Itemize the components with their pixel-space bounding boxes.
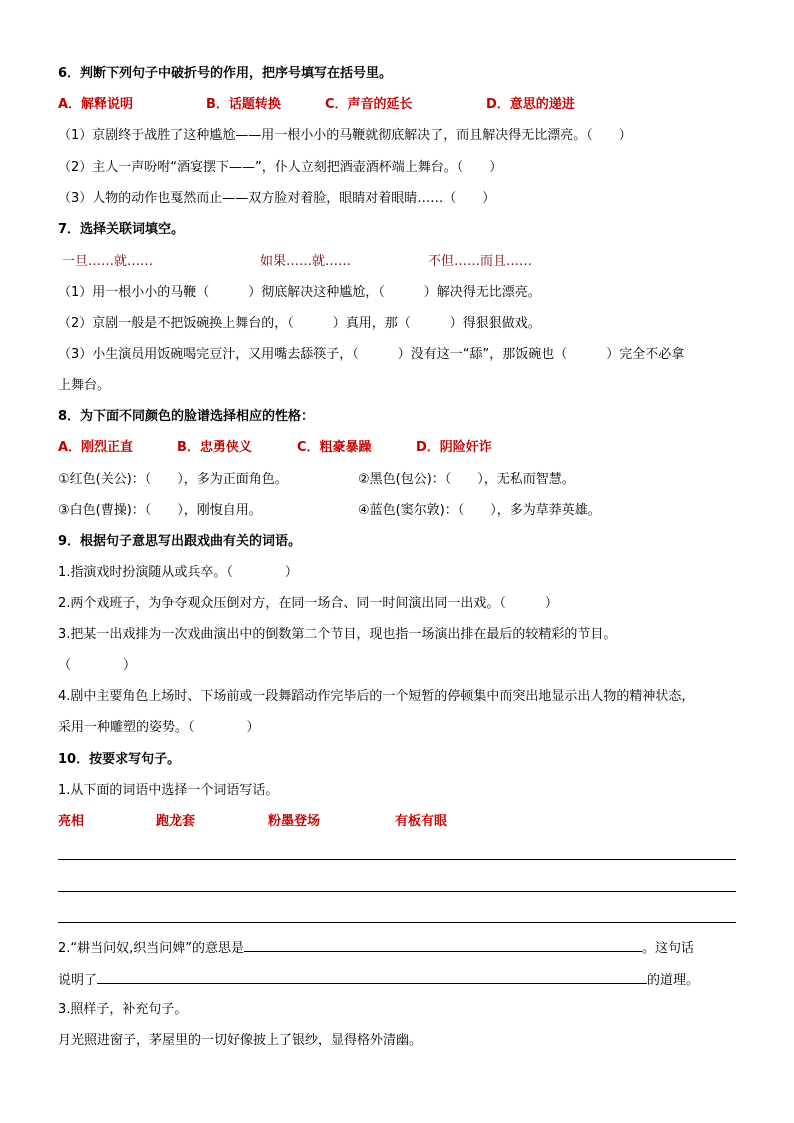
- q8-item-1: ①红色(关公)：（ ），多为正面角色。: [58, 472, 288, 487]
- q8-option-d: D．阴险奸诈: [416, 440, 492, 455]
- q10-word-2: 跑龙套: [156, 814, 196, 829]
- q8-option-b: B．忠勇侠义: [177, 440, 252, 455]
- q6-option-a: A．解释说明: [58, 97, 134, 112]
- q8-item-4: ④蓝色(窦尔敦)：（ ），多为草莽英雄。: [358, 503, 601, 518]
- q7-option-3: 不但……而且……: [428, 254, 533, 269]
- q8-item-3: ③白色(曹操)：（ ），刚愎自用。: [58, 503, 262, 518]
- q10-sub1: 1.从下面的词语中选择一个词语写话。: [58, 783, 279, 798]
- writing-line-3[interactable]: [58, 922, 736, 923]
- q6-option-c: C．声音的延长: [325, 97, 413, 112]
- q6-item-2: （2）主人一声吩咐“酒宴摆下——”，仆人立刻把酒壶酒杯端上舞台。（ ）: [58, 160, 503, 175]
- writing-line-2[interactable]: [58, 891, 736, 892]
- q10-sub2-line1: [58, 937, 694, 959]
- q10-sub2-line2-prefix: 说明了: [58, 973, 98, 988]
- q9-item-2: 2.两个戏班子，为争夺观众压倒对方，在同一场合、同一时间演出同一出戏。（ ）: [58, 596, 558, 611]
- q10-example-sentence: 月光照进窗子，茅屋里的一切好像披上了银纱，显得格外清幽。: [58, 1033, 423, 1048]
- q10-word-4: 有板有眼: [395, 814, 448, 829]
- writing-line-1[interactable]: [58, 859, 736, 860]
- q9-item-4: 4.剧中主要角色上场时、下场前或一段舞蹈动作完毕后的一个短暂的停顿集中而突出地显示出人物的精神状态，: [58, 689, 695, 704]
- q7-item-2: （2）京剧一般是不把饭碗换上舞台的，（ ）真用，那（ ）得狠狠做戏。: [58, 316, 541, 331]
- q7-item-1: （1）用一根小小的马鞭（ ）彻底解决这种尴尬，（ ）解决得无比漂亮。: [58, 285, 541, 300]
- q10-word-3: 粉墨登场: [268, 814, 321, 829]
- q8-title: 8．为下面不同颜色的脸谱选择相应的性格：: [58, 409, 315, 424]
- q7-option-2: 如果……就……: [260, 254, 352, 269]
- q10-sub2-prefix: 2.“耕当问奴,织当问婢”的意思是: [58, 941, 245, 956]
- q7-option-1: 一旦……就……: [62, 254, 154, 269]
- q9-item-4-cont: 采用一种雕塑的姿势。（ ）: [58, 720, 260, 735]
- q10-sub2-suffix: 。这句话: [642, 941, 695, 956]
- q9-item-3: 3.把某一出戏排为一次戏曲演出中的倒数第二个节目，现也指一场演出排在最后的较精彩的节目。: [58, 627, 617, 642]
- q8-item-2: ②黑色(包公)：（ ），无私而智慧。: [358, 472, 575, 487]
- q9-title: 9．根据句子意思写出跟戏曲有关的词语。: [58, 534, 302, 549]
- q7-title: 7．选择关联词填空。: [58, 222, 185, 237]
- q6-title: 6．判断下列句子中破折号的作用，把序号填写在括号里。: [58, 66, 393, 81]
- q10-sub2-line2: [58, 969, 699, 991]
- q10-sub2-blank-meaning[interactable]: [244, 937, 642, 952]
- q10-title: 10．按要求写句子。: [58, 752, 181, 767]
- q9-item-1: 1.指演戏时扮演随从或兵卒。（ ）: [58, 565, 298, 580]
- q6-option-b: B．话题转换: [206, 97, 281, 112]
- q6-item-3: （3）人物的动作也戛然而止——双方脸对着脸，眼睛对着眼睛……（ ）: [58, 191, 496, 206]
- q6-option-d: D．意思的递进: [486, 97, 575, 112]
- q8-option-c: C．粗豪暴躁: [297, 440, 372, 455]
- q8-option-a: A．刚烈正直: [58, 440, 134, 455]
- q10-word-1: 亮相: [58, 814, 85, 829]
- q10-sub3: 3.照样子，补充句子。: [58, 1002, 188, 1017]
- q10-sub2-blank-reason[interactable]: [97, 969, 647, 984]
- q7-item-3: （3）小生演员用饭碗喝完豆汁，又用嘴去舔筷子，（ ）没有这一“舔”，那饭碗也（ ）完全不必拿: [58, 347, 685, 362]
- q7-item-3-cont: 上舞台。: [58, 378, 111, 393]
- q10-sub2-line2-suffix: 的道理。: [647, 973, 700, 988]
- q6-item-1: （1）京剧终于战胜了这种尴尬——用一根小小的马鞭就彻底解决了，而且解决得无比漂亮。（ ）: [58, 128, 632, 143]
- q9-item-3-answer: （ ）: [58, 658, 137, 673]
